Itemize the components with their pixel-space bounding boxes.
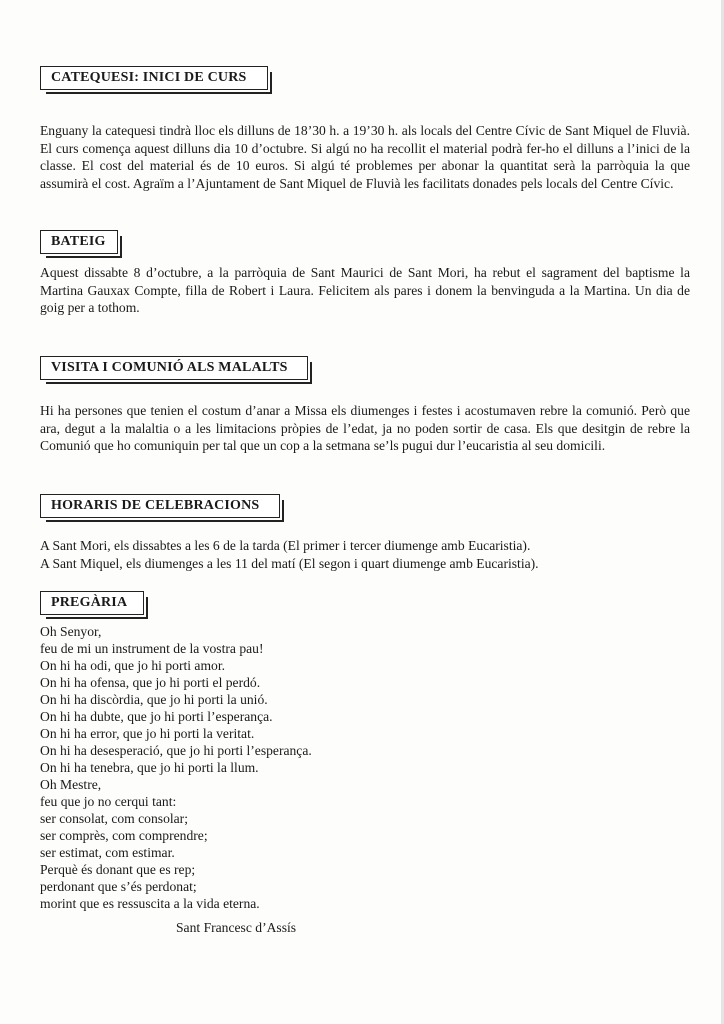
prayer-signature: Sant Francesc d’Assís <box>176 920 297 935</box>
section-body-bateig: Aquest dissabte 8 d’octubre, a la parròquia de Sant Maurici de Sant Mori, ha rebut el sagrament del baptisme la Martina Gauxax Compte, filla de Robert i Laura. Felicitem als pares i donem la benvinguda a la Martina. Un dia de goig per a tothom. <box>40 265 690 316</box>
section-title-bateig: BATEIG <box>40 230 118 254</box>
prayer-line: feu de mi un instrument de la vostra pau! <box>40 641 264 656</box>
prayer-line: On hi ha desesperació, que jo hi porti l’esperança. <box>40 743 312 758</box>
prayer-line: ser comprès, com comprendre; <box>40 828 208 843</box>
prayer-line: ser estimat, com estimar. <box>40 845 175 860</box>
schedule-line: A Sant Miquel, els diumenges a les 11 del matí (El segon i quart diumenge amb Eucaristia). <box>40 556 539 571</box>
prayer-line: Oh Mestre, <box>40 777 102 792</box>
prayer-line: morint que es ressuscita a la vida eterna. <box>40 896 260 911</box>
section-title-horaris: HORARIS DE CELEBRACIONS <box>40 494 280 518</box>
schedule-line: A Sant Mori, els dissabtes a les 6 de la tarda (El primer i tercer diumenge amb Eucaristia). <box>40 538 531 553</box>
prayer-line: On hi ha dubte, que jo hi porti l’esperança. <box>40 709 273 724</box>
section-title-catequesi: CATEQUESI: INICI DE CURS <box>40 66 268 90</box>
prayer-line: Oh Senyor, <box>40 624 102 639</box>
section-title-pregaria: PREGÀRIA <box>40 591 144 615</box>
prayer-line: On hi ha tenebra, que jo hi porti la llum. <box>40 760 259 775</box>
prayer-line: On hi ha ofensa, que jo hi porti el perdó. <box>40 675 261 690</box>
prayer-line: perdonant que s’és perdonat; <box>40 879 197 894</box>
prayer-line: ser consolat, com consolar; <box>40 811 188 826</box>
prayer-line: On hi ha discòrdia, que jo hi porti la unió. <box>40 692 268 707</box>
section-title-visita: VISITA I COMUNIÓ ALS MALALTS <box>40 356 308 380</box>
section-body-visita: Hi ha persones que tenien el costum d’anar a Missa els diumenges i festes i acostumaven rebre la comunió. Però que ara, degut a la malaltia o a les limitacions pròpies de l’edat, ja no poden sortir de casa. Els que desitgin de rebre la Comunió que ho comuniquin per tal que un cop a la setmana se’ls pugui dur l’eucaristia al seu domicili. <box>40 403 690 454</box>
prayer-line: feu que jo no cerqui tant: <box>40 794 177 809</box>
prayer-line: Perquè és donant que es rep; <box>40 862 196 877</box>
prayer-line: On hi ha odi, que jo hi porti amor. <box>40 658 226 673</box>
section-body-catequesi: Enguany la catequesi tindrà lloc els dilluns de 18’30 h. a 19’30 h. als locals del Centre Cívic de Sant Miquel de Fluvià. El curs comença aquest dilluns dia 10 d’octubre. Si algú no ha recollit el material podrà fer-ho el dilluns a l’inici de la classe. El cost del material és de 10 euros. Si algú té problemes per abonar la quantitat serà la parròquia la que assumirà el cost. Agraïm a l’Ajuntament de Sant Miquel de Fluvià les facilitats donades pels locals del Centre Cívic. <box>40 123 690 191</box>
prayer-line: On hi ha error, que jo hi porti la veritat. <box>40 726 255 741</box>
